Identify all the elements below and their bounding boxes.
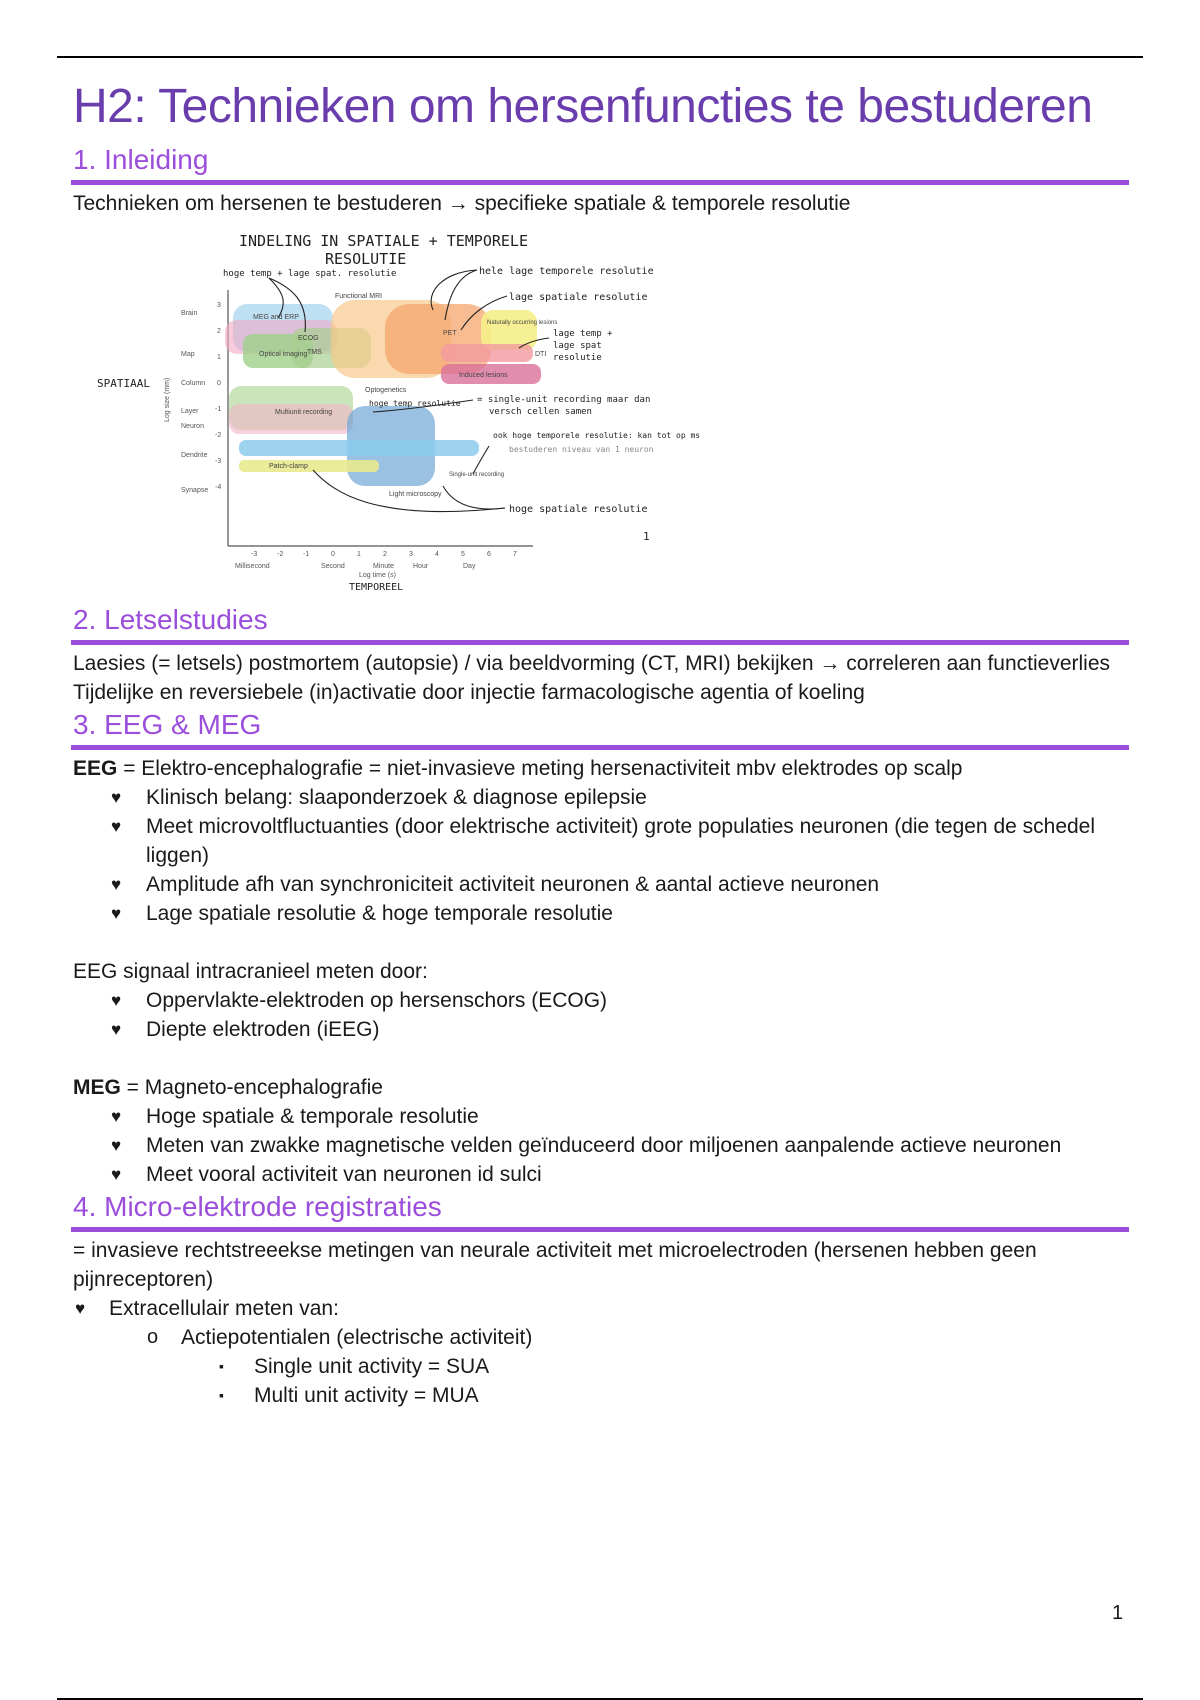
- spacer: [73, 1044, 1133, 1073]
- ytick: 3: [217, 302, 221, 309]
- xunit-hour: Hour: [413, 563, 429, 570]
- ytick: -2: [215, 432, 222, 439]
- ytick: -4: [215, 484, 222, 491]
- square-bullet: ▪: [219, 1387, 224, 1403]
- ytick: -1: [215, 406, 222, 413]
- xtick: -3: [251, 551, 258, 558]
- heading-underline: [71, 1227, 1129, 1232]
- document-body: [73, 72, 1133, 1410]
- label-lesions: Naturally occurring lesions: [487, 320, 558, 326]
- list-item: [73, 1015, 1133, 1044]
- micro-list-level3: [73, 1352, 1133, 1410]
- list-item: [73, 783, 1133, 812]
- heart-bullet: ♥: [111, 904, 122, 923]
- temporeel-label: TEMPOREEL: [349, 582, 404, 593]
- heart-bullet: ♥: [111, 1165, 122, 1184]
- list-item: [73, 986, 1133, 1015]
- y-level-labels: [181, 310, 208, 494]
- list-item-text: Meet vooral activiteit van neuronen id sulci: [146, 1163, 542, 1186]
- meg-def-text: = Magneto-encephalografie: [120, 1076, 383, 1099]
- meg-list: [73, 1102, 1133, 1189]
- heart-bullet: ♥: [111, 1136, 122, 1155]
- heart-bullet: ♥: [111, 875, 122, 894]
- micro-list-level2: [73, 1323, 1133, 1352]
- list-item-text: Meten van zwakke magnetische velden geïnduceerd door miljoenen aanpalende actieve neuronen: [146, 1134, 1062, 1157]
- x-tick-labels: [251, 551, 517, 558]
- note-lage-temp-spat-3: resolutie: [553, 353, 602, 363]
- xunit-day: Day: [463, 563, 476, 570]
- label-light: Light microscopy: [389, 491, 442, 498]
- figure-heading: INDELING IN SPATIALE + TEMPORELE: [239, 232, 528, 250]
- note-ook-hoge: ook hoge temporele resolutie: kan tot op ms: [493, 431, 701, 440]
- resolution-figure: [73, 222, 733, 600]
- list-item-text: Amplitude afh van synchroniciteit activiteit neuronen & aantal actieve neuronen: [146, 873, 880, 896]
- intracranial-intro: EEG signaal intracranieel meten door:: [73, 960, 428, 983]
- list-item-text: Single unit activity = SUA: [254, 1355, 490, 1378]
- xtick: 5: [461, 551, 465, 558]
- heart-bullet: ♥: [75, 1299, 86, 1318]
- square-bullet: ▪: [219, 1358, 224, 1374]
- letselstudies-p1: Laesies (= letsels) postmortem (autopsie) / via beeldvorming (CT, MRI) bekijken → correleren aan functieverlies: [73, 652, 1110, 675]
- heading-underline: [71, 745, 1129, 750]
- list-item: [73, 1102, 1133, 1131]
- letselstudies-p2: Tijdelijke en reversiebele (in)activatie door injectie farmacologische agentia of koeling: [73, 681, 865, 704]
- list-item: [73, 1131, 1133, 1160]
- section-heading-letselstudies: 2. Letselstudies: [73, 604, 268, 635]
- circle-bullet: o: [147, 1326, 159, 1348]
- pet-blob: [385, 304, 491, 374]
- label-single: Single-unit recording: [449, 472, 505, 478]
- list-item: [73, 812, 1133, 870]
- ylevel-column: Column: [181, 380, 206, 387]
- list-item-text: Meet microvoltfluctuanties (door elektrische activiteit) grote populaties neuronen (die tegen de schedel liggen): [146, 815, 1096, 867]
- note-lage-spatiale: lage spatiale resolutie: [509, 292, 648, 303]
- list-item-text: Klinisch belang: slaaponderzoek & diagnose epilepsie: [146, 786, 647, 809]
- ytick: 1: [217, 354, 221, 361]
- single-unit-blob: [239, 440, 479, 456]
- section-heading-inleiding: 1. Inleiding: [73, 144, 209, 175]
- ytick: -3: [215, 458, 222, 465]
- micro-elektrode-text: = invasieve rechtstreeekse metingen van neurale activiteit met microelectroden (hersenen hebben geen pijnreceptoren): [73, 1239, 1037, 1291]
- label-dti: DTI: [535, 351, 547, 358]
- xtick: 7: [513, 551, 517, 558]
- list-item: [73, 870, 1133, 899]
- eeg-definition: [73, 754, 1133, 783]
- label-induced: Induced lesions: [459, 372, 508, 379]
- label-optogenetics: Optogenetics: [365, 387, 407, 394]
- note-hoge-spatiale: hoge spatiale resolutie: [509, 504, 648, 515]
- micro-list-level1: [73, 1294, 1133, 1323]
- heading-underline: [71, 180, 1129, 185]
- section-heading-eeg-meg: 3. EEG & MEG: [73, 709, 262, 740]
- xtick: 1: [357, 551, 361, 558]
- page-title: H2: Technieken om hersenfuncties te bestuderen: [73, 80, 1093, 133]
- ylevel-layer: Layer: [181, 408, 199, 415]
- y-axis-label: Log size (mm): [164, 377, 171, 422]
- label-tms: TMS: [307, 349, 322, 356]
- ytick: 0: [217, 380, 221, 387]
- xtick: 3: [409, 551, 413, 558]
- section-heading-micro-elektrode: 4. Micro-elektrode registraties: [73, 1191, 442, 1222]
- heart-bullet: ♥: [111, 1020, 122, 1039]
- note-fig-page: 1: [643, 530, 650, 543]
- meg-definition: [73, 1073, 1133, 1102]
- ylevel-brain: Brain: [181, 310, 198, 317]
- list-item: [73, 899, 1133, 928]
- heart-bullet: ♥: [111, 788, 122, 807]
- spatiaal-label: SPATIAAL: [97, 377, 150, 390]
- note-bestuderen: bestuderen niveau van 1 neuron: [509, 445, 654, 454]
- list-item-text: Hoge spatiale & temporale resolutie: [146, 1105, 479, 1128]
- xtick: -2: [277, 551, 284, 558]
- label-patch: Patch-clamp: [269, 463, 308, 470]
- label-ecog: ECOG: [298, 335, 319, 342]
- note-hele-lage: hele lage temporele resolutie: [479, 266, 654, 277]
- note-lage-temp-spat-2: lage spat: [553, 341, 602, 351]
- intracranial-list: [73, 986, 1133, 1044]
- list-item: [73, 1160, 1133, 1189]
- list-item-text: Lage spatiale resolutie & hoge temporale resolutie: [146, 902, 613, 925]
- xtick: 0: [331, 551, 335, 558]
- ytick: 2: [217, 328, 221, 335]
- x-axis-label: Log time (s): [359, 572, 396, 579]
- xunit-ms: Millisecond: [235, 563, 270, 570]
- note-lage-temp-spat: lage temp +: [553, 329, 613, 339]
- inleiding-text: Technieken om hersenen te bestuderen → specifieke spatiale & temporele resolutie: [73, 192, 851, 215]
- y-tick-labels: [215, 302, 221, 491]
- list-item: [73, 1294, 1133, 1323]
- heart-bullet: ♥: [111, 817, 122, 836]
- note-single-unit-2: versch cellen samen: [489, 407, 592, 417]
- eeg-list: [73, 783, 1133, 928]
- ylevel-dendrite: Dendrite: [181, 452, 208, 459]
- xtick: 2: [383, 551, 387, 558]
- resolution-chart: [73, 222, 733, 600]
- label-pet: PET: [443, 330, 457, 337]
- note-hoge-temp-res: hoge temp resolutie: [369, 399, 461, 408]
- heading-underline: [71, 640, 1129, 645]
- dti-blob: [441, 344, 533, 362]
- note-single-unit: = single-unit recording maar dan: [477, 395, 651, 405]
- note-hoge-temp: hoge temp + lage spat. resolutie: [223, 269, 397, 279]
- xtick: -1: [303, 551, 310, 558]
- xunit-minute: Minute: [373, 563, 395, 570]
- list-item-text: Oppervlakte-elektroden op hersenschors (ECOG): [146, 989, 608, 1012]
- list-item-text: Actiepotentialen (electrische activiteit): [181, 1326, 533, 1349]
- eeg-def-text: = Elektro-encephalografie = niet-invasieve meting hersenactiviteit mbv elektrodes op scalp: [117, 757, 963, 780]
- x-unit-labels: [235, 563, 476, 570]
- heart-bullet: ♥: [111, 1107, 122, 1126]
- list-item: [73, 1323, 1133, 1352]
- list-item-text: Extracellulair meten van:: [109, 1297, 339, 1320]
- spacer: [73, 928, 1133, 957]
- eeg-term: EEG: [73, 757, 118, 780]
- top-border: [57, 56, 1143, 58]
- label-fmri: Functional MRI: [335, 293, 383, 300]
- meg-term: MEG: [73, 1076, 121, 1099]
- page-number: 1: [1112, 1602, 1124, 1624]
- list-item-text: Diepte elektroden (iEEG): [146, 1018, 380, 1041]
- xtick: 6: [487, 551, 491, 558]
- patch-clamp-blob: [239, 460, 379, 472]
- label-optical: Optical imaging: [259, 351, 308, 358]
- heart-bullet: ♥: [111, 991, 122, 1010]
- ylevel-neuron: Neuron: [181, 423, 204, 430]
- label-multiunit: Multiunit recording: [275, 409, 333, 416]
- figure-heading-resolutie: RESOLUTIE: [325, 250, 407, 268]
- list-item: [73, 1352, 1133, 1381]
- ylevel-synapse: Synapse: [181, 487, 209, 494]
- list-item: [73, 1381, 1133, 1410]
- xunit-second: Second: [321, 563, 345, 570]
- list-item-text: Multi unit activity = MUA: [254, 1384, 479, 1407]
- label-meg: MEG and ERP: [253, 314, 299, 321]
- ylevel-map: Map: [181, 351, 195, 358]
- xtick: 4: [435, 551, 439, 558]
